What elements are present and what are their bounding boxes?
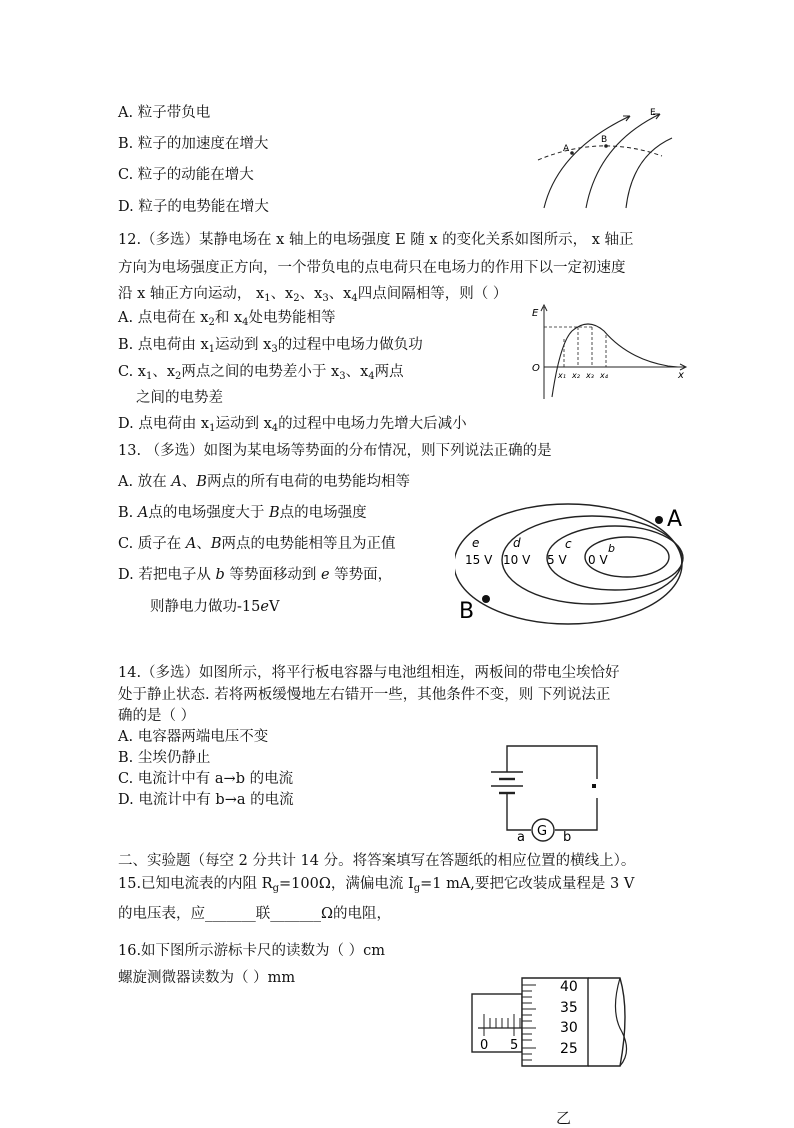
- q12-stem-line3: 沿 x 轴正方向运动， $x_1$、$x_2$、$x_3$、$x_4$四点间隔相等，则（ ）: [118, 286, 508, 304]
- q12-option-a: A. 点电荷在 $x_2$和 $x_4$处电势能相等: [118, 310, 336, 328]
- q13-label-e: e: [472, 536, 480, 550]
- q13-potential-5v: 5 V: [547, 553, 567, 567]
- q14-option-a: A. 电容器两端电压不变: [118, 729, 269, 745]
- q12-tick-x1: x₁: [558, 371, 566, 380]
- q13-label-b: b: [608, 542, 615, 555]
- q13-option-a: A. 放在 A、B两点的所有电荷的电势能均相等: [118, 474, 410, 490]
- q16-figure-caption: 乙: [556, 1109, 572, 1127]
- q11-label-b: B: [601, 135, 608, 145]
- q14-option-d: D. 电流计中有 b→a 的电流: [118, 792, 294, 808]
- q16-micrometer-figure: [470, 972, 640, 1072]
- q12-option-c: C. $x_1$、$x_2$两点之间的电势差小于 $x_3$、$x_4$两点: [118, 364, 404, 382]
- q14-stem-line1: 14.（多选）如图所示，将平行板电容器与电池组相连，两板间的带电尘埃恰好: [118, 665, 620, 681]
- section2-title: 二、实验题（每空 2 分共计 14 分。将答案填写在答题纸的相应位置的横线上）。: [118, 853, 636, 869]
- q11-label-a: A: [563, 144, 570, 154]
- q16-thimble-40: 40: [560, 979, 578, 995]
- q12-axis-e: E: [532, 308, 539, 319]
- q14-option-c: C. 电流计中有 a→b 的电流: [118, 771, 294, 787]
- q12-tick-x2: x₂: [572, 371, 580, 380]
- q14-terminal-b: b: [563, 830, 572, 844]
- q16-line2: 螺旋测微器读数为（ ）mm: [118, 970, 296, 986]
- q11-option-d: D. 粒子的电势能在增大: [118, 199, 269, 215]
- q15-line2: 的电压表，应_______联_______Ω的电阻，: [118, 906, 392, 922]
- q12-e-x-graph: [528, 303, 693, 401]
- q15-line1: 15.已知电流表的内阻 $R_g=100\Omega$，满偏电流 $I_g=1$ mA,要把它改装成量程是 3 V: [118, 876, 635, 894]
- q11-option-c: C. 粒子的动能在增大: [118, 167, 254, 183]
- q13-label-c: c: [565, 537, 572, 551]
- q12-stem-line2: 方向为电场强度正方向，一个带负电的点电荷只在电场力的作用下以一定初速度: [118, 260, 626, 276]
- q13-point-a: A: [667, 507, 683, 532]
- q16-sleeve-5: 5: [510, 1038, 519, 1053]
- q14-stem-line2: 处于静止状态. 若将两板缓慢地左右错开一些，其他条件不变，则 下列说法正: [118, 687, 611, 703]
- q14-stem-line3: 确的是（ ）: [118, 708, 196, 724]
- q13-option-b: B. A点的电场强度大于 B点的电场强度: [118, 505, 367, 521]
- q14-galvanometer-g: G: [537, 824, 548, 839]
- q12-origin: O: [532, 363, 540, 374]
- q13-option-c: C. 质子在 A、B两点的电势能相等且为正值: [118, 536, 396, 552]
- q16-thimble-25: 25: [560, 1041, 578, 1057]
- q13-potential-15v: 15 V: [465, 553, 493, 567]
- q12-stem-line1: 12.（多选）某静电场在 x 轴上的电场强度 E 随 x 的变化关系如图所示， x 轴正: [118, 232, 634, 248]
- q12-option-c-cont: 之间的电势差: [136, 390, 223, 406]
- q13-label-d: d: [513, 536, 521, 550]
- q12-axis-x: x: [678, 370, 684, 381]
- q11-field-lines-figure: [530, 102, 680, 210]
- q13-potential-0v: 0 V: [588, 553, 608, 567]
- q12-tick-x4: x₄: [600, 371, 608, 380]
- q13-stem: 13. （多选）如图为某电场等势面的分布情况，则下列说法正确的是: [118, 443, 552, 459]
- q14-terminal-a: a: [517, 830, 525, 844]
- q13-equipotential-figure: [455, 488, 695, 628]
- q14-capacitor-circuit: [485, 740, 615, 844]
- q16-line1: 16.如下图所示游标卡尺的读数为（ ）cm: [118, 943, 386, 959]
- q11-label-e: E: [650, 108, 656, 118]
- q13-potential-10v: 10 V: [503, 553, 531, 567]
- q16-thimble-35: 35: [560, 1000, 578, 1016]
- q16-thimble-30: 30: [560, 1020, 578, 1036]
- q14-option-b: B. 尘埃仍静止: [118, 750, 211, 766]
- q11-option-b: B. 粒子的加速度在增大: [118, 136, 269, 152]
- q13-option-d: D. 若把电子从 b 等势面移动到 e 等势面，: [118, 567, 393, 583]
- q13-option-d-cont: 则静电力做功-15eV: [150, 599, 280, 615]
- q13-point-b: B: [459, 599, 475, 624]
- q11-option-a: A. 粒子带负电: [118, 105, 211, 121]
- q12-option-d: D. 点电荷由 $x_1$运动到 $x_4$的过程中电场力先增大后减小: [118, 416, 467, 434]
- q16-sleeve-0: 0: [480, 1038, 489, 1053]
- q12-tick-x3: x₃: [586, 371, 594, 380]
- q12-option-b: B. 点电荷由 $x_1$运动到 $x_3$的过程中电场力做负功: [118, 337, 423, 355]
